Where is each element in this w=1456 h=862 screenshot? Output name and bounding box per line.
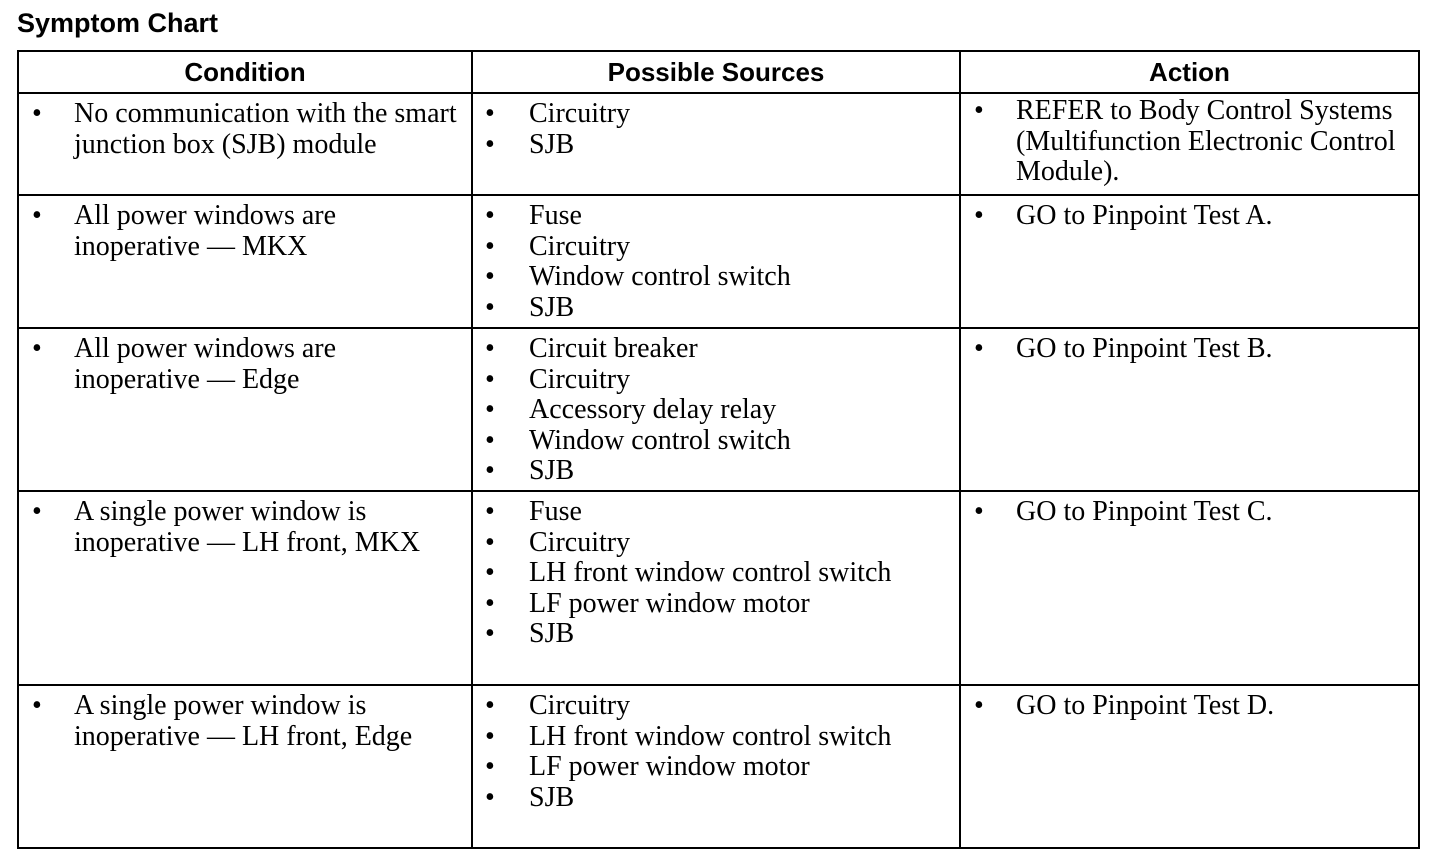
source-item: • Circuitry	[485, 690, 631, 721]
action-item: • REFER to Body Control Systems (Multifunction Electronic Control Module).	[974, 95, 1396, 187]
condition-cell	[18, 685, 472, 848]
bullet-icon: •	[485, 394, 495, 425]
bullet-icon: •	[485, 98, 495, 129]
action-header: Action	[960, 51, 1419, 93]
bullet-icon: •	[485, 526, 495, 558]
action-item: • GO to Pinpoint Test C.	[974, 496, 1273, 527]
action-item: • GO to Pinpoint Test B.	[974, 333, 1273, 364]
bullet-icon: •	[485, 496, 495, 527]
condition-item: • No communication with the smart junction box (SJB) module	[32, 98, 457, 160]
bullet-icon: •	[32, 98, 42, 129]
bullet-icon: •	[485, 690, 495, 721]
bullet-icon: •	[485, 363, 495, 395]
bullet-icon: •	[32, 496, 42, 527]
action-cell	[960, 328, 1419, 491]
source-item: • Window control switch	[485, 261, 791, 292]
bullet-icon: •	[485, 333, 495, 364]
bullet-icon: •	[485, 128, 495, 160]
source-item: • LF power window motor	[485, 587, 810, 619]
bullet-icon: •	[485, 291, 495, 323]
source-item: • LH front window control switch	[485, 557, 892, 588]
condition-cell	[18, 328, 472, 491]
bullet-icon: •	[974, 200, 984, 231]
bullet-icon: •	[485, 618, 495, 649]
bullet-icon: •	[974, 496, 984, 527]
source-item: • Circuitry	[485, 526, 631, 558]
condition-header: Condition	[18, 51, 472, 93]
bullet-icon: •	[485, 261, 495, 292]
table-row	[18, 195, 1419, 328]
action-item: • GO to Pinpoint Test D.	[974, 690, 1275, 721]
bullet-icon: •	[485, 230, 495, 262]
bullet-icon: •	[974, 333, 984, 364]
source-item: • SJB	[485, 455, 575, 486]
condition-item: • A single power window is inoperative — LH front, MKX	[32, 496, 421, 558]
condition-cell	[18, 491, 472, 685]
source-item: • SJB	[485, 781, 575, 813]
sources-cell	[472, 93, 960, 195]
source-item: • Accessory delay relay	[485, 394, 777, 425]
action-item: • GO to Pinpoint Test A.	[974, 200, 1273, 231]
bullet-icon: •	[485, 424, 495, 456]
table-row	[18, 491, 1419, 685]
condition-item: • A single power window is inoperative — LH front, Edge	[32, 690, 413, 752]
action-cell	[960, 93, 1419, 195]
condition-item: • All power windows are inoperative — MKX	[32, 200, 337, 262]
table-row	[18, 685, 1419, 848]
bullet-icon: •	[485, 720, 495, 752]
sources-cell	[472, 685, 960, 848]
action-cell	[960, 491, 1419, 685]
bullet-icon: •	[485, 455, 495, 486]
header-row	[18, 51, 1419, 93]
source-item: • Fuse	[485, 496, 582, 527]
symptom-chart-table	[17, 50, 1420, 849]
source-item: • SJB	[485, 618, 575, 649]
possible-sources-header: Possible Sources	[472, 51, 960, 93]
condition-cell	[18, 93, 472, 195]
source-item: • Circuitry	[485, 230, 631, 262]
bullet-icon: •	[974, 690, 984, 721]
bullet-icon: •	[485, 587, 495, 619]
condition-cell	[18, 195, 472, 328]
bullet-icon: •	[32, 690, 42, 721]
source-item: • Window control switch	[485, 424, 791, 456]
source-item: • SJB	[485, 128, 575, 160]
source-item: • Circuitry	[485, 363, 631, 395]
bullet-icon: •	[485, 557, 495, 588]
source-item: • Circuit breaker	[485, 333, 698, 364]
bullet-icon: •	[485, 781, 495, 813]
source-item: • Fuse	[485, 200, 582, 231]
source-item: • SJB	[485, 291, 575, 323]
table-row	[18, 93, 1419, 195]
table-row	[18, 328, 1419, 491]
page-title: Symptom Chart	[17, 8, 219, 38]
condition-item: • All power windows are inoperative — Edge	[32, 333, 337, 395]
sources-cell	[472, 195, 960, 328]
bullet-icon: •	[485, 200, 495, 231]
sources-cell	[472, 491, 960, 685]
source-item: • Circuitry	[485, 98, 631, 129]
bullet-icon: •	[32, 333, 42, 364]
action-cell	[960, 685, 1419, 848]
bullet-icon: •	[974, 95, 984, 126]
sources-cell	[472, 328, 960, 491]
bullet-icon: •	[485, 751, 495, 782]
action-cell	[960, 195, 1419, 328]
bullet-icon: •	[32, 200, 42, 231]
source-item: • LF power window motor	[485, 751, 810, 782]
source-item: • LH front window control switch	[485, 720, 892, 752]
